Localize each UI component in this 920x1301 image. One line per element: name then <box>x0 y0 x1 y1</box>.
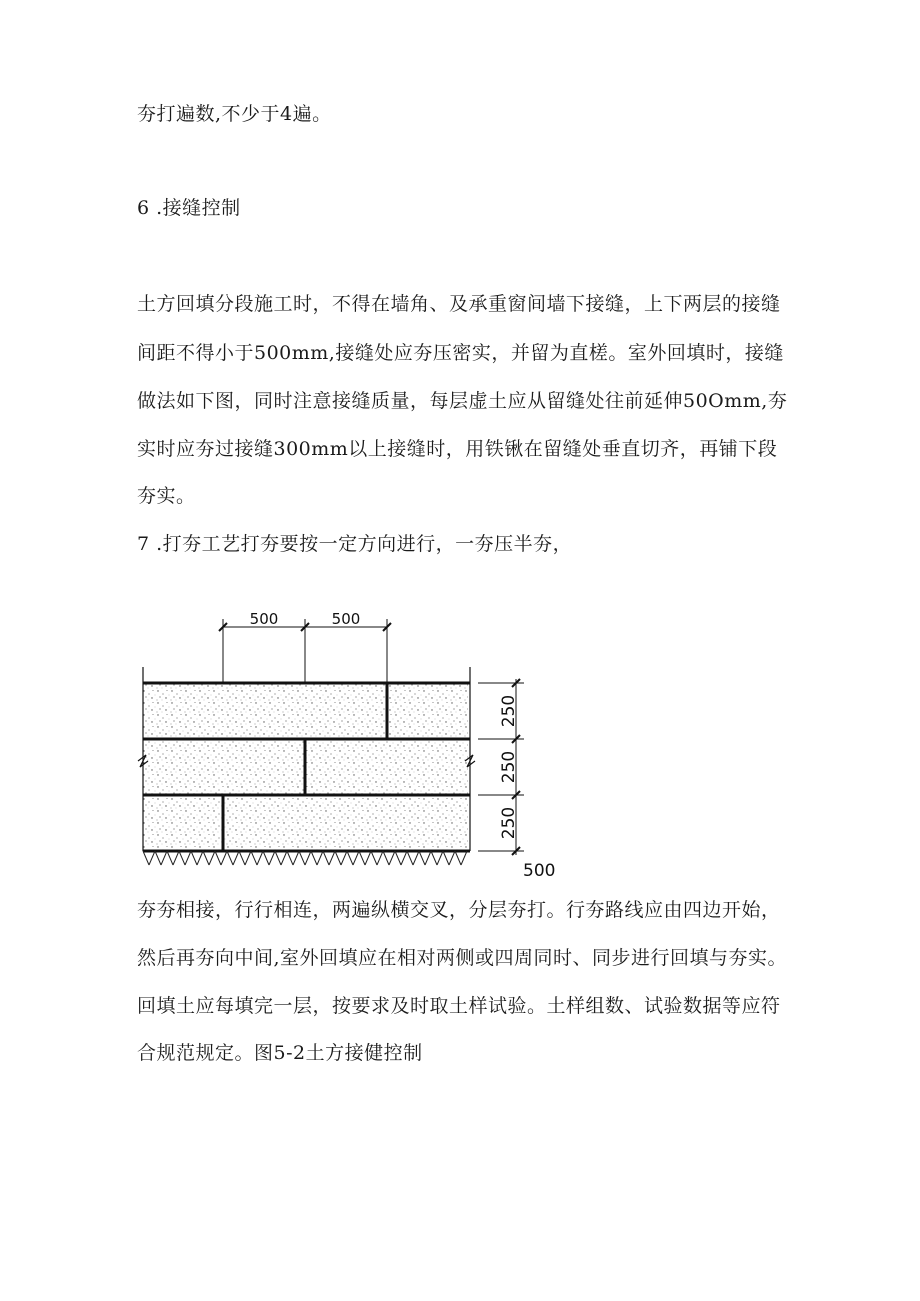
section-heading-6: 6 .接缝控制 <box>137 197 241 219</box>
top-dim-label-2: 500 <box>331 610 361 628</box>
text-line-11: 回填土应每填完一层，按要求及时取土样试验。土样组数、试验数据等应符 <box>137 995 781 1017</box>
backfill-joint-diagram <box>128 605 568 880</box>
text-line-1: 夯打遍数,不少于4遍。 <box>137 103 332 125</box>
text-line-9: 夯夯相接，行行相连，两遍纵横交叉，分层夯打。行夯路线应由四边开始， <box>137 899 781 921</box>
layer-dim-label-3: 250 <box>499 806 519 840</box>
text-line-5: 做法如下图，同时注意接缝质量，每层虚土应从留缝处往前延伸50Omm,夯 <box>137 390 788 412</box>
bottom-dim-label: 500 <box>523 861 556 880</box>
text-line-10: 然后再夯向中间,室外回填应在相对两侧或四周同时、同步进行回填与夯实。 <box>137 947 788 969</box>
text-line-7: 夯实。 <box>137 485 196 507</box>
text-line-4: 间距不得小于500mm,接缝处应夯压密实，并留为直槎。室外回填时，接缝 <box>137 342 784 364</box>
top-dim-label-1: 500 <box>249 610 279 628</box>
text-line-3: 土方回填分段施工时，不得在墙角、及承重窗间墙下接缝，上下两层的接缝 <box>137 293 781 315</box>
text-line-12: 合规范规定。图5-2土方接健控制 <box>137 1042 423 1064</box>
section-heading-7: 7 .打夯工艺打夯要按一定方向进行，一夯压半夯， <box>137 533 573 555</box>
ground-hatch <box>143 851 467 865</box>
layer-dim-label-2: 250 <box>499 750 519 784</box>
text-line-6: 实时应夯过接缝300mm以上接缝时，用铁锹在留缝处垂直切齐，再铺下段 <box>137 438 778 460</box>
layer-dim-label-1: 250 <box>499 694 519 728</box>
top-dimension <box>219 619 391 683</box>
